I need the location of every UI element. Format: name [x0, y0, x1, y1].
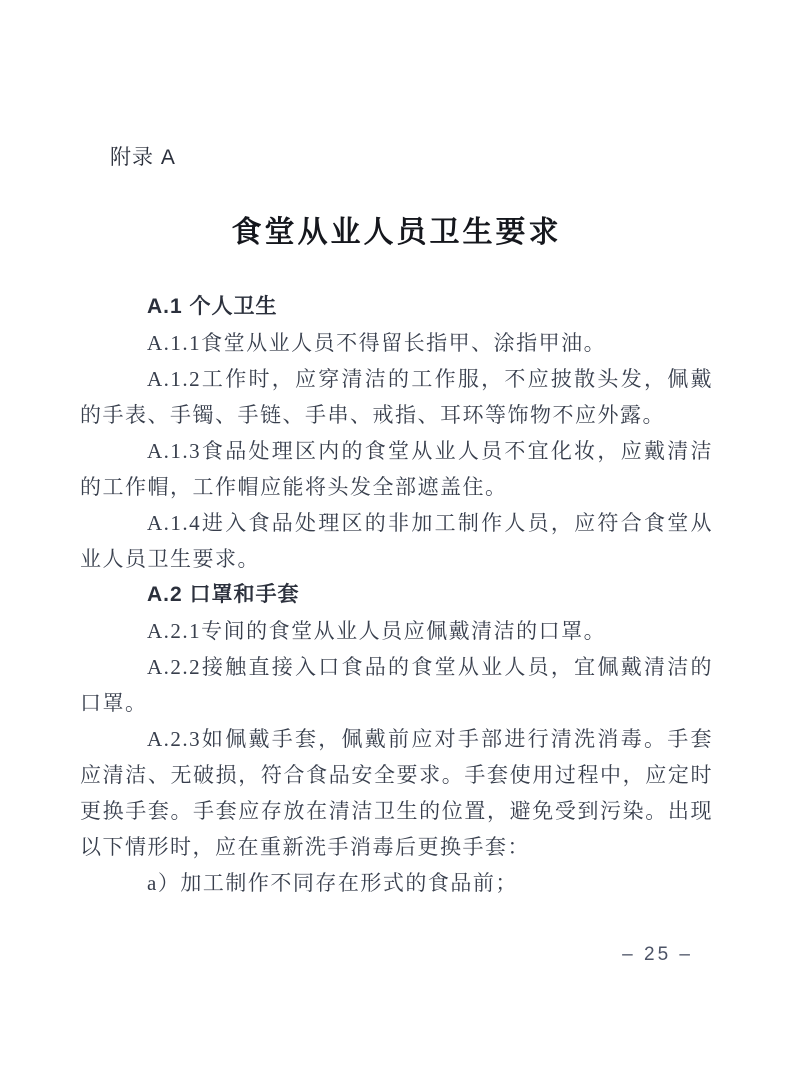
- paragraph-a2-1: A.2.1专间的食堂从业人员应佩戴清洁的口罩。: [147, 619, 607, 643]
- paragraph-a1-1: A.1.1食堂从业人员不得留长指甲、涂指甲油。: [147, 331, 607, 355]
- list-item-a: a）加工制作不同存在形式的食品前；: [147, 871, 518, 895]
- document-body: [80, 289, 713, 901]
- paragraph-a1-4: A.1.4进入食品处理区的非加工制作人员，应符合食堂从业人员卫生要求。: [80, 511, 713, 571]
- paragraph-a1-3: A.1.3食品处理区内的食堂从业人员不宜化妆，应戴清洁的工作帽，工作帽应能将头发全部遮盖住。: [80, 439, 713, 499]
- appendix-label: 附录 A: [110, 146, 176, 169]
- section-heading-a1: A.1 个人卫生: [147, 295, 278, 318]
- paragraph-a2-3: A.2.3如佩戴手套，佩戴前应对手部进行清洗消毒。手套应清洁、无破损，符合食品安全要求。手套使用过程中，应定时更换手套。手套应存放在清洁卫生的位置，避免受到污染。出现以下情形时，应在重新洗手消毒后更换手套：: [80, 727, 713, 859]
- document-title: 食堂从业人员卫生要求: [231, 216, 562, 249]
- section-heading-a2: A.2 口罩和手套: [147, 583, 300, 606]
- page-number: – 25 –: [622, 944, 693, 965]
- paragraph-a1-2: A.1.2工作时，应穿清洁的工作服，不应披散头发，佩戴的手表、手镯、手链、手串、戒指、耳环等饰物不应外露。: [80, 367, 713, 427]
- paragraph-a2-2: A.2.2接触直接入口食品的食堂从业人员，宜佩戴清洁的口罩。: [80, 655, 713, 715]
